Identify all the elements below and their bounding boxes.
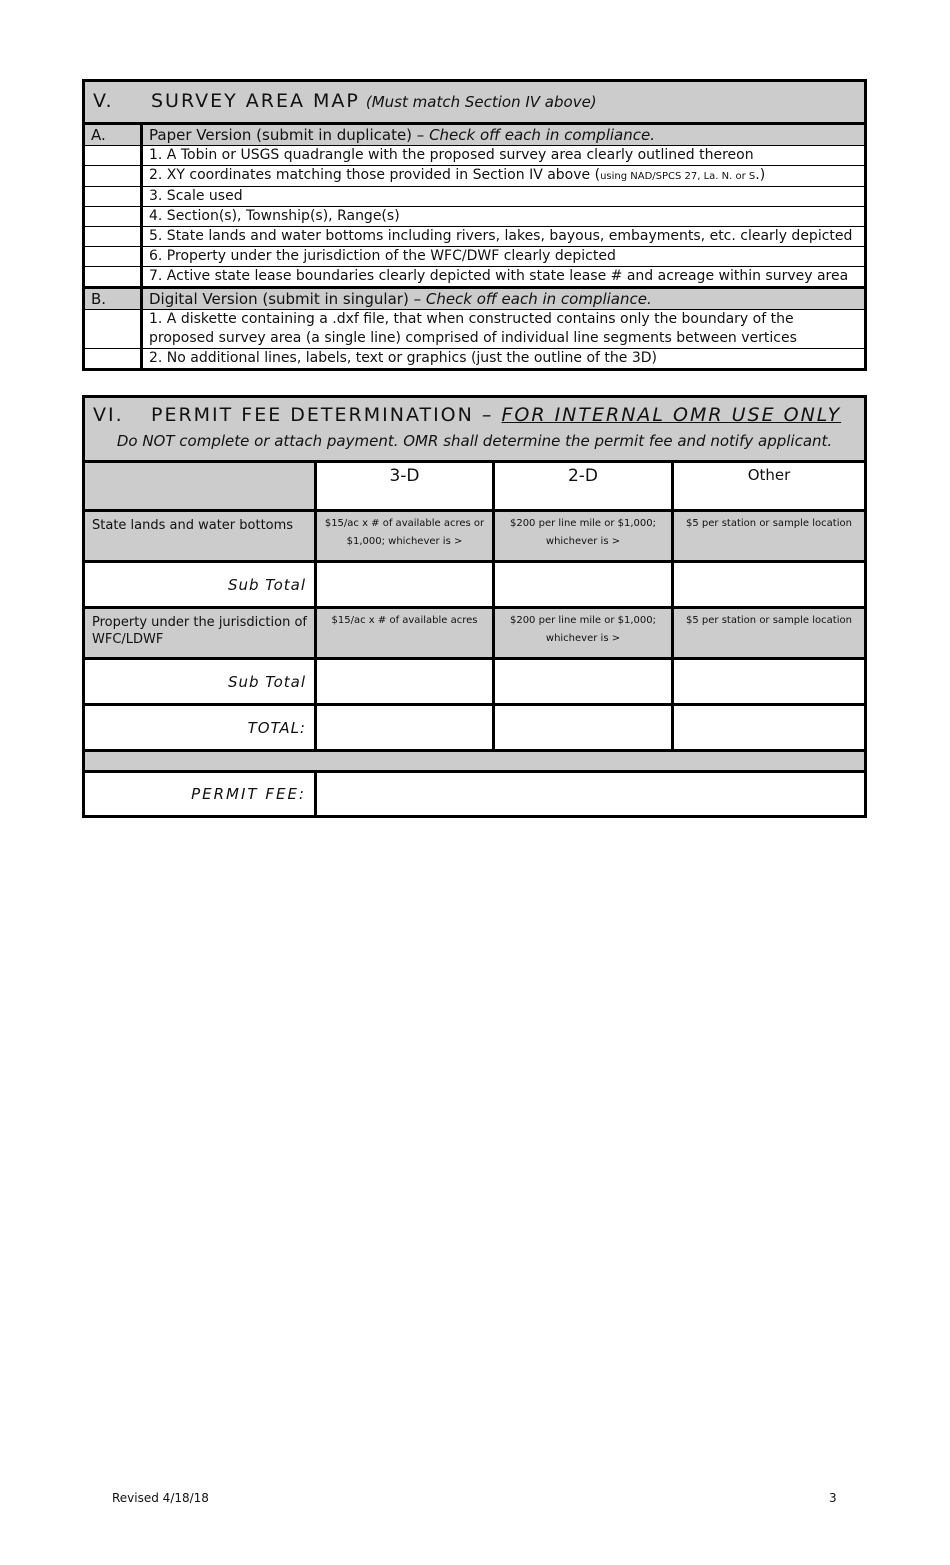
checkbox-cell[interactable] xyxy=(84,166,142,187)
column-header-row xyxy=(84,462,866,511)
section-v-title-row xyxy=(84,81,866,124)
section-vi-number: VI. xyxy=(93,404,124,426)
checkbox-cell[interactable] xyxy=(84,187,142,207)
subtotal-label: Sub Total xyxy=(84,562,316,608)
wfc-property-rate-row xyxy=(84,608,866,659)
revision-date: Revised 4/18/18 xyxy=(112,1491,209,1505)
total-2d-field[interactable] xyxy=(494,705,673,751)
checklist-row xyxy=(84,187,866,207)
subtotal-2d-field[interactable] xyxy=(494,659,673,705)
column-header-2d: 2-D xyxy=(494,462,673,511)
checkbox-cell[interactable] xyxy=(84,310,142,349)
state-lands-label: State lands and water bottoms xyxy=(84,511,316,562)
checkbox-cell[interactable] xyxy=(84,227,142,247)
subtotal-3d-field[interactable] xyxy=(316,659,494,705)
subtotal-3d-field[interactable] xyxy=(316,562,494,608)
checklist-row xyxy=(84,349,866,370)
part-b-title xyxy=(142,288,866,310)
part-b-note: Check off each in compliance. xyxy=(425,290,652,308)
checklist-row xyxy=(84,227,866,247)
state-lands-rate-row xyxy=(84,511,866,562)
page-number: 3 xyxy=(829,1491,837,1505)
checklist-item: 2. No additional lines, labels, text or graphics (just the outline of the 3D) xyxy=(142,349,866,370)
wfc-property-label: Property under the jurisdiction of WFC/LDWF xyxy=(84,608,316,659)
part-a-title xyxy=(142,124,866,146)
subtotal-row xyxy=(84,562,866,608)
section-v-subtitle: (Must match Section IV above) xyxy=(365,93,597,111)
column-header-3d: 3-D xyxy=(316,462,494,511)
section-vi-dash: – xyxy=(473,404,502,426)
rate-2d: $200 per line mile or $1,000; whichever is > xyxy=(494,511,673,562)
column-header-blank xyxy=(84,462,316,511)
subtotal-other-field[interactable] xyxy=(673,659,866,705)
rate-3d: $15/ac x # of available acres or $1,000; whichever is > xyxy=(316,511,494,562)
checklist-row xyxy=(84,267,866,288)
subtotal-label: Sub Total xyxy=(84,659,316,705)
checklist-row xyxy=(84,247,866,267)
checklist-item: 3. Scale used xyxy=(142,187,866,207)
part-b-label: B. xyxy=(84,288,142,310)
rate-other: $5 per station or sample location xyxy=(673,511,866,562)
section-v-number: V. xyxy=(93,90,114,112)
subtotal-other-field[interactable] xyxy=(673,562,866,608)
checklist-row xyxy=(84,310,866,349)
divider-row xyxy=(84,751,866,772)
part-a-header xyxy=(84,124,866,146)
internal-use-label: FOR INTERNAL OMR USE ONLY xyxy=(501,404,842,426)
section-vi-title-row xyxy=(84,397,866,462)
checklist-item-end: .) xyxy=(755,167,766,183)
checklist-item-text: 2. XY coordinates matching those provided in Section IV above ( xyxy=(149,167,601,183)
permit-fee-label: PERMIT FEE: xyxy=(84,772,316,817)
section-vi-heading-line xyxy=(85,398,864,426)
subtotal-2d-field[interactable] xyxy=(494,562,673,608)
total-row xyxy=(84,705,866,751)
checklist-item xyxy=(142,166,866,187)
checklist-row xyxy=(84,146,866,166)
survey-area-map-section xyxy=(82,79,867,371)
checkbox-cell[interactable] xyxy=(84,247,142,267)
section-v-heading: SURVEY AREA MAP xyxy=(151,90,360,112)
rate-3d: $15/ac x # of available acres xyxy=(316,608,494,659)
subtotal-row xyxy=(84,659,866,705)
part-b-header xyxy=(84,288,866,310)
rate-other: $5 per station or sample location xyxy=(673,608,866,659)
total-label: TOTAL: xyxy=(84,705,316,751)
section-v-title xyxy=(84,81,866,124)
rate-2d: $200 per line mile or $1,000; whichever is > xyxy=(494,608,673,659)
part-b-text: Digital Version (submit in singular) – xyxy=(149,290,426,308)
total-other-field[interactable] xyxy=(673,705,866,751)
payment-notice: Do NOT complete or attach payment. OMR shall determine the permit fee and notify applicant. xyxy=(116,432,833,450)
part-a-note: Check off each in compliance. xyxy=(429,126,655,144)
permit-fee-row xyxy=(84,772,866,817)
checklist-item: 1. A Tobin or USGS quadrangle with the proposed survey area clearly outlined thereon xyxy=(142,146,866,166)
checklist-row xyxy=(84,207,866,227)
part-a-text: Paper Version (submit in duplicate) – xyxy=(149,126,430,144)
permit-fee-field[interactable] xyxy=(316,772,866,817)
column-header-other: Other xyxy=(673,462,866,511)
checkbox-cell[interactable] xyxy=(84,207,142,227)
checklist-item: 1. A diskette containing a .dxf file, that when constructed contains only the boundary of the proposed survey area (a single line) comprised of individual line segments between vertices xyxy=(142,310,866,349)
checkbox-cell[interactable] xyxy=(84,349,142,370)
checklist-item: 5. State lands and water bottoms including rivers, lakes, bayous, embayments, etc. clearly depicted xyxy=(142,227,866,247)
permit-fee-section xyxy=(82,395,867,818)
checklist-item: 7. Active state lease boundaries clearly depicted with state lease # and acreage within survey area xyxy=(142,267,866,288)
checkbox-cell[interactable] xyxy=(84,146,142,166)
checklist-item-note: using NAD/SPCS 27, La. N. or S xyxy=(600,171,756,182)
divider-bar xyxy=(84,751,866,772)
total-3d-field[interactable] xyxy=(316,705,494,751)
checklist-row xyxy=(84,166,866,187)
section-vi-heading: PERMIT FEE DETERMINATION xyxy=(151,404,474,426)
checklist-item: 4. Section(s), Township(s), Range(s) xyxy=(142,207,866,227)
section-vi-title xyxy=(84,397,866,462)
checkbox-cell[interactable] xyxy=(84,267,142,288)
part-a-label: A. xyxy=(84,124,142,146)
checklist-item: 6. Property under the jurisdiction of the WFC/DWF clearly depicted xyxy=(142,247,866,267)
